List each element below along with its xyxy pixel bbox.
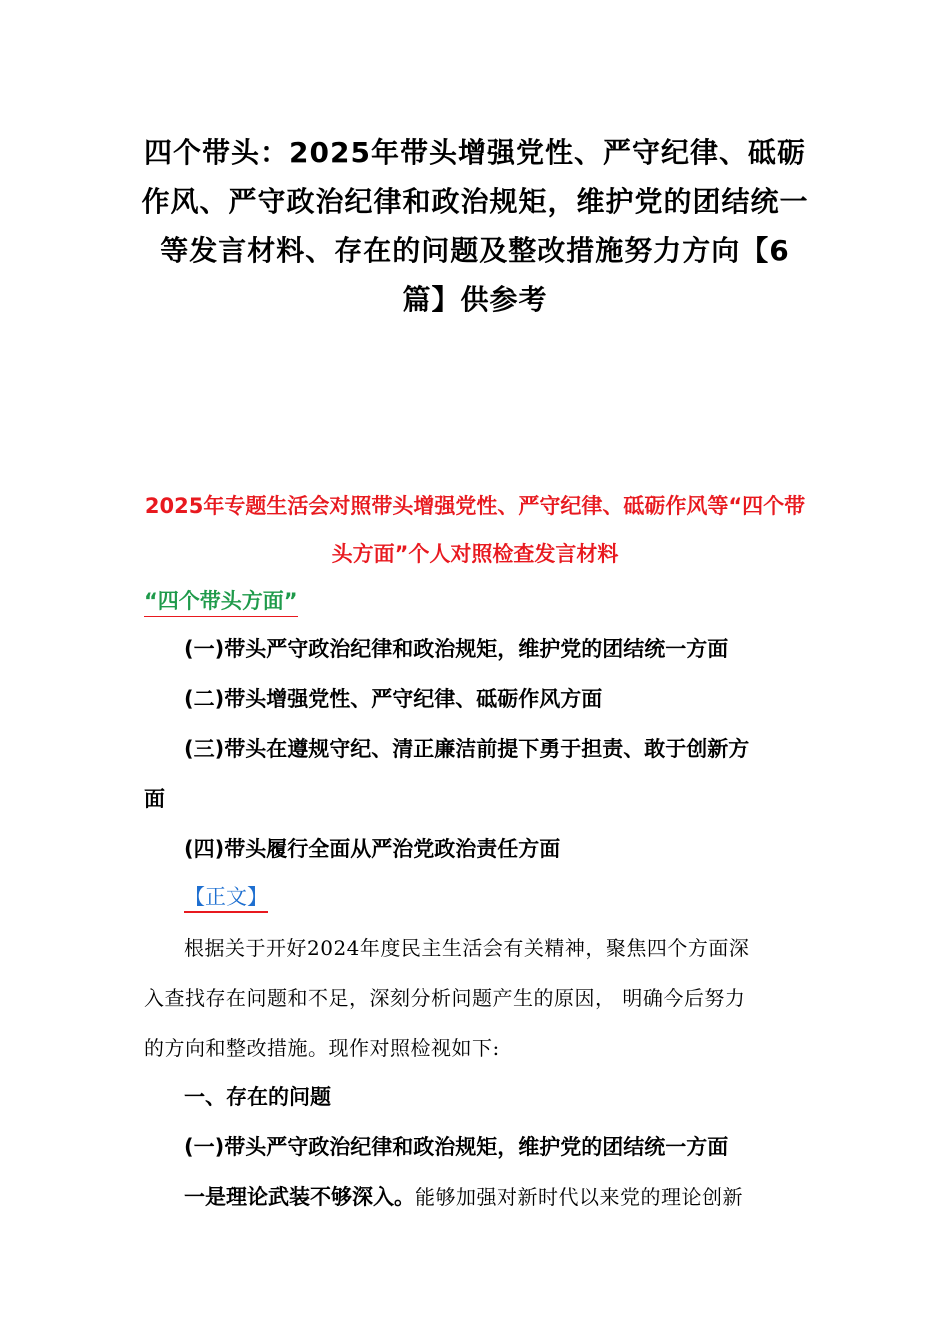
intro-line: 的方向和整改措施。现作对照检视如下:: [144, 1036, 500, 1060]
aspect-item: (四)带头履行全面从严治党政治责任方面: [184, 837, 561, 861]
point-one-lead: 一是理论武装不够深入。: [184, 1185, 415, 1209]
aspect-item-continuation: 面: [144, 787, 165, 811]
intro-line: 根据关于开好2024年度民主生活会有关精神，聚焦四个方面深: [184, 936, 750, 960]
four-aspects-heading-line: [144, 588, 812, 617]
aspect-item: (二)带头增强党性、严守纪律、砥砺作风方面: [184, 687, 603, 711]
intro-line: 入查找存在问题和不足，深刻分析问题产生的原因， 明确今后努力: [144, 986, 746, 1010]
section-title: 2025年专题生活会对照带头增强党性、严守纪律、砥砺作风等“四个带头方面”个人对照检查发言材料: [144, 494, 806, 566]
document-main-title: 四个带头：2025年带头增强党性、严守纪律、砥砺作风、严守政治纪律和政治规矩，维护党的团结统一等发言材料、存在的问题及整改措施努力方向【6篇】供参考: [141, 136, 809, 316]
point-one-text: 能够加强对新时代以来党的理论创新: [415, 1185, 743, 1209]
aspect-item: (三)带头在遵规守纪、清正廉洁前提下勇于担责、敢于创新方: [184, 737, 750, 761]
zhengwen-line: [184, 884, 812, 913]
point-one-paragraph: [184, 1184, 812, 1210]
part-one-heading: 一、存在的问题: [184, 1085, 331, 1109]
four-aspects-heading: “四个带头方面”: [144, 588, 298, 617]
part-one-subheading: (一)带头严守政治纪律和政治规矩，维护党的团结统一方面: [184, 1135, 729, 1159]
zhengwen-tag: 【正文】: [184, 884, 268, 913]
aspect-item: (一)带头严守政治纪律和政治规矩，维护党的团结统一方面: [184, 637, 729, 661]
